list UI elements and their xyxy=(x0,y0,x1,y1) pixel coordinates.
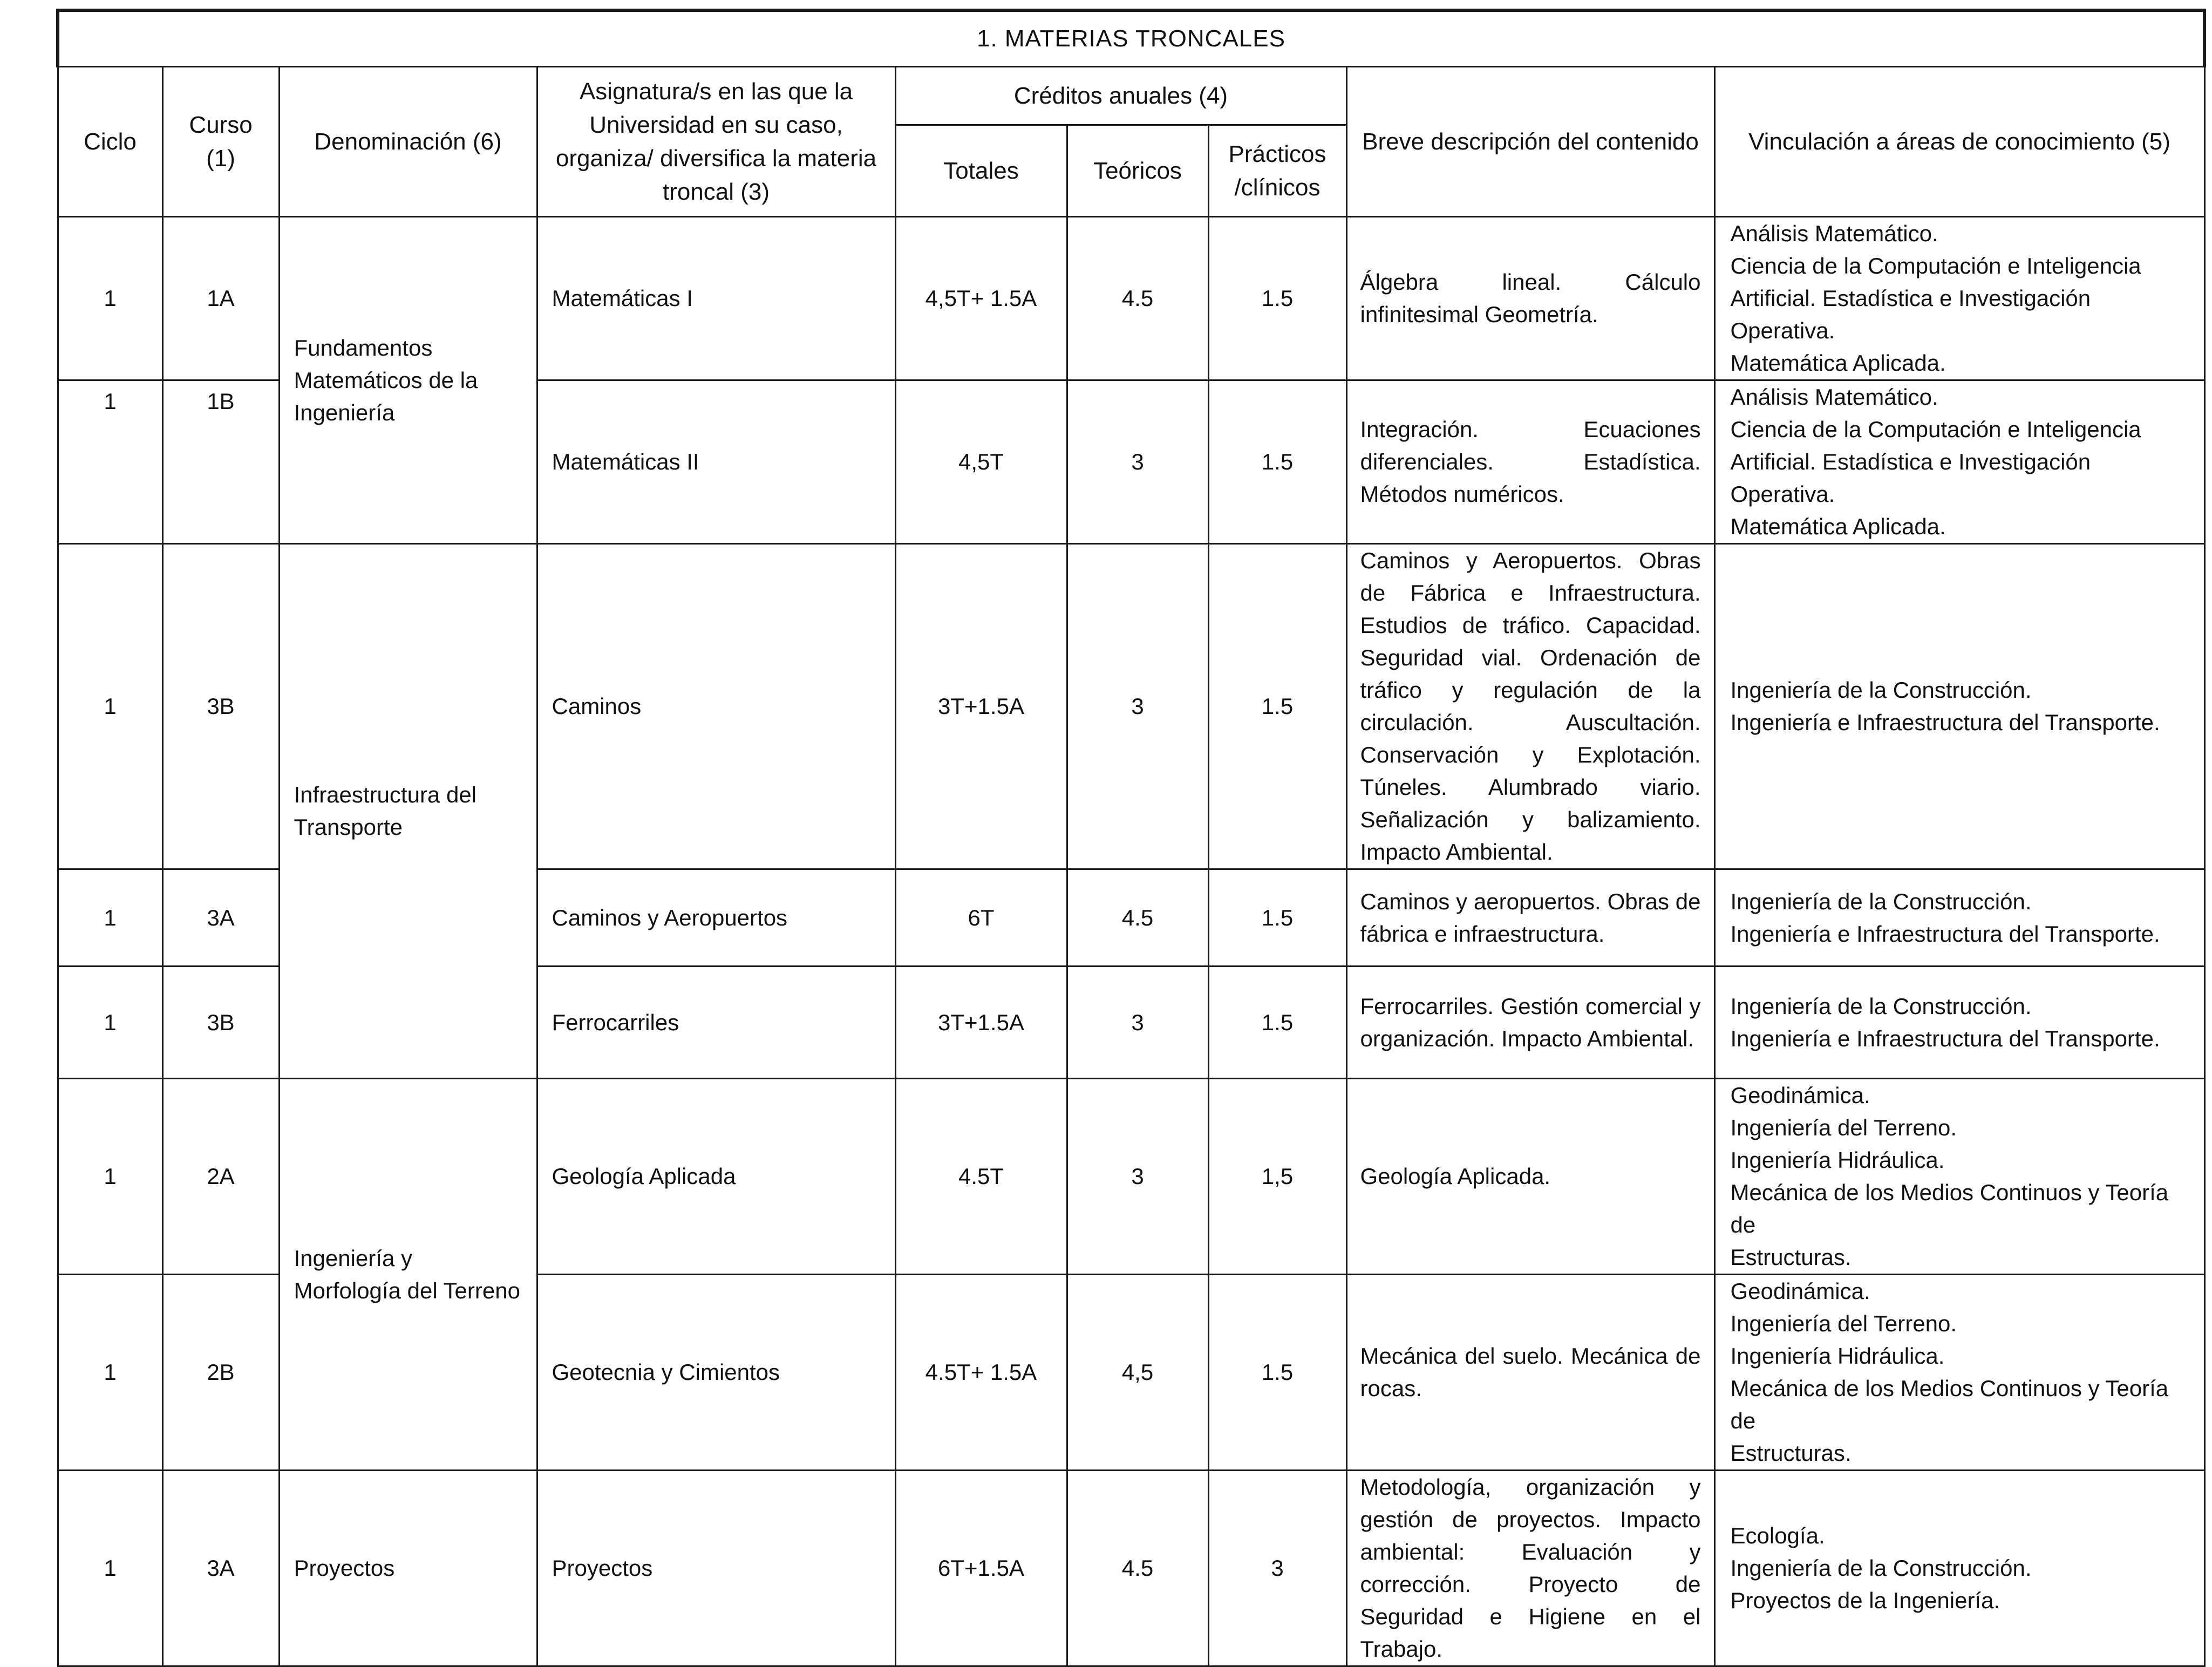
areas-cell xyxy=(1714,380,2204,544)
curso-cell: 1B xyxy=(162,380,279,544)
header-curso: Curso (1) xyxy=(162,67,279,217)
area-item: Matemática Aplicada. xyxy=(1730,514,1946,539)
table-title: 1. MATERIAS TRONCALES xyxy=(58,10,2204,67)
totales-cell: 3T+1.5A xyxy=(895,544,1067,869)
areas-cell xyxy=(1714,1471,2204,1666)
asignatura-cell: Caminos xyxy=(537,544,895,869)
ciclo-cell: 1 xyxy=(58,1471,162,1666)
teoricos-cell: 3 xyxy=(1067,544,1208,869)
curso-cell: 3B xyxy=(162,967,279,1079)
area-item: Ingeniería e Infraestructura del Transporte. xyxy=(1730,710,2160,735)
curso-cell: 2B xyxy=(162,1275,279,1471)
ciclo-cell: 1 xyxy=(58,217,162,380)
area-item: Análisis Matemático. xyxy=(1730,221,1938,246)
descripcion-cell: Mecánica del suelo. Mecánica de rocas. xyxy=(1346,1275,1714,1471)
ciclo-cell: 1 xyxy=(58,380,162,544)
curso-cell: 3A xyxy=(162,1471,279,1666)
area-item: Ingeniería Hidráulica. xyxy=(1730,1147,1945,1173)
asignatura-cell: Geotecnia y Cimientos xyxy=(537,1275,895,1471)
asignatura-cell: Ferrocarriles xyxy=(537,967,895,1079)
materias-troncales-table xyxy=(56,9,2206,1667)
area-item: Ingeniería e Infraestructura del Transporte. xyxy=(1730,1025,2160,1051)
teoricos-cell: 4,5 xyxy=(1067,1275,1208,1471)
denominacion-cell: Fundamentos Matemáticos de la Ingeniería xyxy=(279,217,537,544)
table-row xyxy=(58,544,2204,869)
asignatura-cell: Matemáticas I xyxy=(537,217,895,380)
ciclo-cell: 1 xyxy=(58,544,162,869)
area-item: Ingeniería de la Construcción. xyxy=(1730,993,2032,1019)
curso-cell: 3A xyxy=(162,869,279,967)
header-ciclo: Ciclo xyxy=(58,67,162,217)
practicos-cell: 3 xyxy=(1208,1471,1346,1666)
area-item: Proyectos de la Ingeniería. xyxy=(1730,1588,2000,1613)
header-practicos: Prácticos /clínicos xyxy=(1208,125,1346,217)
curso-cell: 2A xyxy=(162,1079,279,1275)
area-item: Ingeniería de la Construcción. xyxy=(1730,1555,2032,1581)
practicos-cell: 1.5 xyxy=(1208,967,1346,1079)
descripcion-cell: Álgebra lineal. Cálculo infinitesimal Geometría. xyxy=(1346,217,1714,380)
area-item: Estructuras. xyxy=(1730,1244,1852,1270)
totales-cell: 4,5T xyxy=(895,380,1067,544)
area-item: Ciencia de la Computación e Inteligencia xyxy=(1730,253,2141,278)
area-item: Artificial. Estadística e Investigación Operativa. xyxy=(1730,449,2091,507)
practicos-cell: 1.5 xyxy=(1208,217,1346,380)
areas-cell xyxy=(1714,217,2204,380)
denominacion-cell: Ingeniería y Morfología del Terreno xyxy=(279,1079,537,1471)
area-item: Análisis Matemático. xyxy=(1730,384,1938,410)
asignatura-cell: Geología Aplicada xyxy=(537,1079,895,1275)
ciclo-cell: 1 xyxy=(58,967,162,1079)
totales-cell: 6T+1.5A xyxy=(895,1471,1067,1666)
asignatura-cell: Caminos y Aeropuertos xyxy=(537,869,895,967)
area-item: Geodinámica. xyxy=(1730,1083,1870,1108)
header-vinculacion: Vinculación a áreas de conocimiento (5) xyxy=(1714,67,2204,217)
denominacion-cell: Proyectos xyxy=(279,1471,537,1666)
totales-cell: 4,5T+ 1.5A xyxy=(895,217,1067,380)
areas-cell xyxy=(1714,1079,2204,1275)
totales-cell: 4.5T+ 1.5A xyxy=(895,1275,1067,1471)
practicos-cell: 1.5 xyxy=(1208,869,1346,967)
header-asignatura: Asignatura/s en las que la Universidad en su caso, organiza/ diversifica la materia troncal (3) xyxy=(537,67,895,217)
descripcion-cell: Caminos y aeropuertos. Obras de fábrica e infraestructura. xyxy=(1346,869,1714,967)
practicos-cell: 1.5 xyxy=(1208,544,1346,869)
descripcion-cell: Integración. Ecuaciones diferenciales. Estadística. Métodos numéricos. xyxy=(1346,380,1714,544)
teoricos-cell: 3 xyxy=(1067,1079,1208,1275)
header-creditos: Créditos anuales (4) xyxy=(895,67,1346,125)
asignatura-cell: Matemáticas II xyxy=(537,380,895,544)
denominacion-cell: Infraestructura del Transporte xyxy=(279,544,537,1079)
curso-cell: 3B xyxy=(162,544,279,869)
teoricos-cell: 3 xyxy=(1067,967,1208,1079)
table-row xyxy=(58,1471,2204,1666)
area-item: Ciencia de la Computación e Inteligencia xyxy=(1730,417,2141,442)
totales-cell: 4.5T xyxy=(895,1079,1067,1275)
table-row xyxy=(58,1079,2204,1275)
teoricos-cell: 4.5 xyxy=(1067,869,1208,967)
area-item: Ingeniería del Terreno. xyxy=(1730,1115,1957,1140)
descripcion-cell: Ferrocarriles. Gestión comercial y organización. Impacto Ambiental. xyxy=(1346,967,1714,1079)
areas-cell xyxy=(1714,1275,2204,1471)
area-item: Ingeniería de la Construcción. xyxy=(1730,888,2032,914)
ciclo-cell: 1 xyxy=(58,869,162,967)
curso-cell: 1A xyxy=(162,217,279,380)
ciclo-cell: 1 xyxy=(58,1275,162,1471)
totales-cell: 3T+1.5A xyxy=(895,967,1067,1079)
descripcion-cell: Geología Aplicada. xyxy=(1346,1079,1714,1275)
area-item: Ingeniería del Terreno. xyxy=(1730,1311,1957,1336)
areas-cell xyxy=(1714,967,2204,1079)
header-teoricos: Teóricos xyxy=(1067,125,1208,217)
area-item: Matemática Aplicada. xyxy=(1730,350,1946,376)
practicos-cell: 1.5 xyxy=(1208,380,1346,544)
header-totales: Totales xyxy=(895,125,1067,217)
asignatura-cell: Proyectos xyxy=(537,1471,895,1666)
area-item: Ecología. xyxy=(1730,1523,1825,1548)
area-item: Mecánica de los Medios Continuos y Teoría de xyxy=(1730,1376,2169,1433)
teoricos-cell: 4.5 xyxy=(1067,1471,1208,1666)
ciclo-cell: 1 xyxy=(58,1079,162,1275)
practicos-cell: 1,5 xyxy=(1208,1079,1346,1275)
teoricos-cell: 4.5 xyxy=(1067,217,1208,380)
areas-cell xyxy=(1714,544,2204,869)
descripcion-cell: Metodología, organización y gestión de proyectos. Impacto ambiental: Evaluación y corrección. Proyecto de Seguridad e Higiene en el Trabajo. xyxy=(1346,1471,1714,1666)
area-item: Artificial. Estadística e Investigación Operativa. xyxy=(1730,285,2091,343)
area-item: Ingeniería de la Construcción. xyxy=(1730,677,2032,703)
area-item: Ingeniería e Infraestructura del Transporte. xyxy=(1730,921,2160,947)
totales-cell: 6T xyxy=(895,869,1067,967)
header-denominacion: Denominación (6) xyxy=(279,67,537,217)
area-item: Mecánica de los Medios Continuos y Teoría de xyxy=(1730,1180,2169,1237)
practicos-cell: 1.5 xyxy=(1208,1275,1346,1471)
teoricos-cell: 3 xyxy=(1067,380,1208,544)
area-item: Ingeniería Hidráulica. xyxy=(1730,1343,1945,1369)
descripcion-cell: Caminos y Aeropuertos. Obras de Fábrica e Infraestructura. Estudios de tráfico. Capacidad. Seguridad vial. Ordenación de tráfico y regulación de la circulación. Auscultación. Conservación y Explotación. Túneles. Alumbrado viario. Señalización y balizamiento. Impacto Ambiental. xyxy=(1346,544,1714,869)
area-item: Estructuras. xyxy=(1730,1440,1852,1466)
areas-cell xyxy=(1714,869,2204,967)
header-descripcion: Breve descripción del contenido xyxy=(1346,67,1714,217)
area-item: Geodinámica. xyxy=(1730,1278,1870,1304)
table-row xyxy=(58,217,2204,380)
